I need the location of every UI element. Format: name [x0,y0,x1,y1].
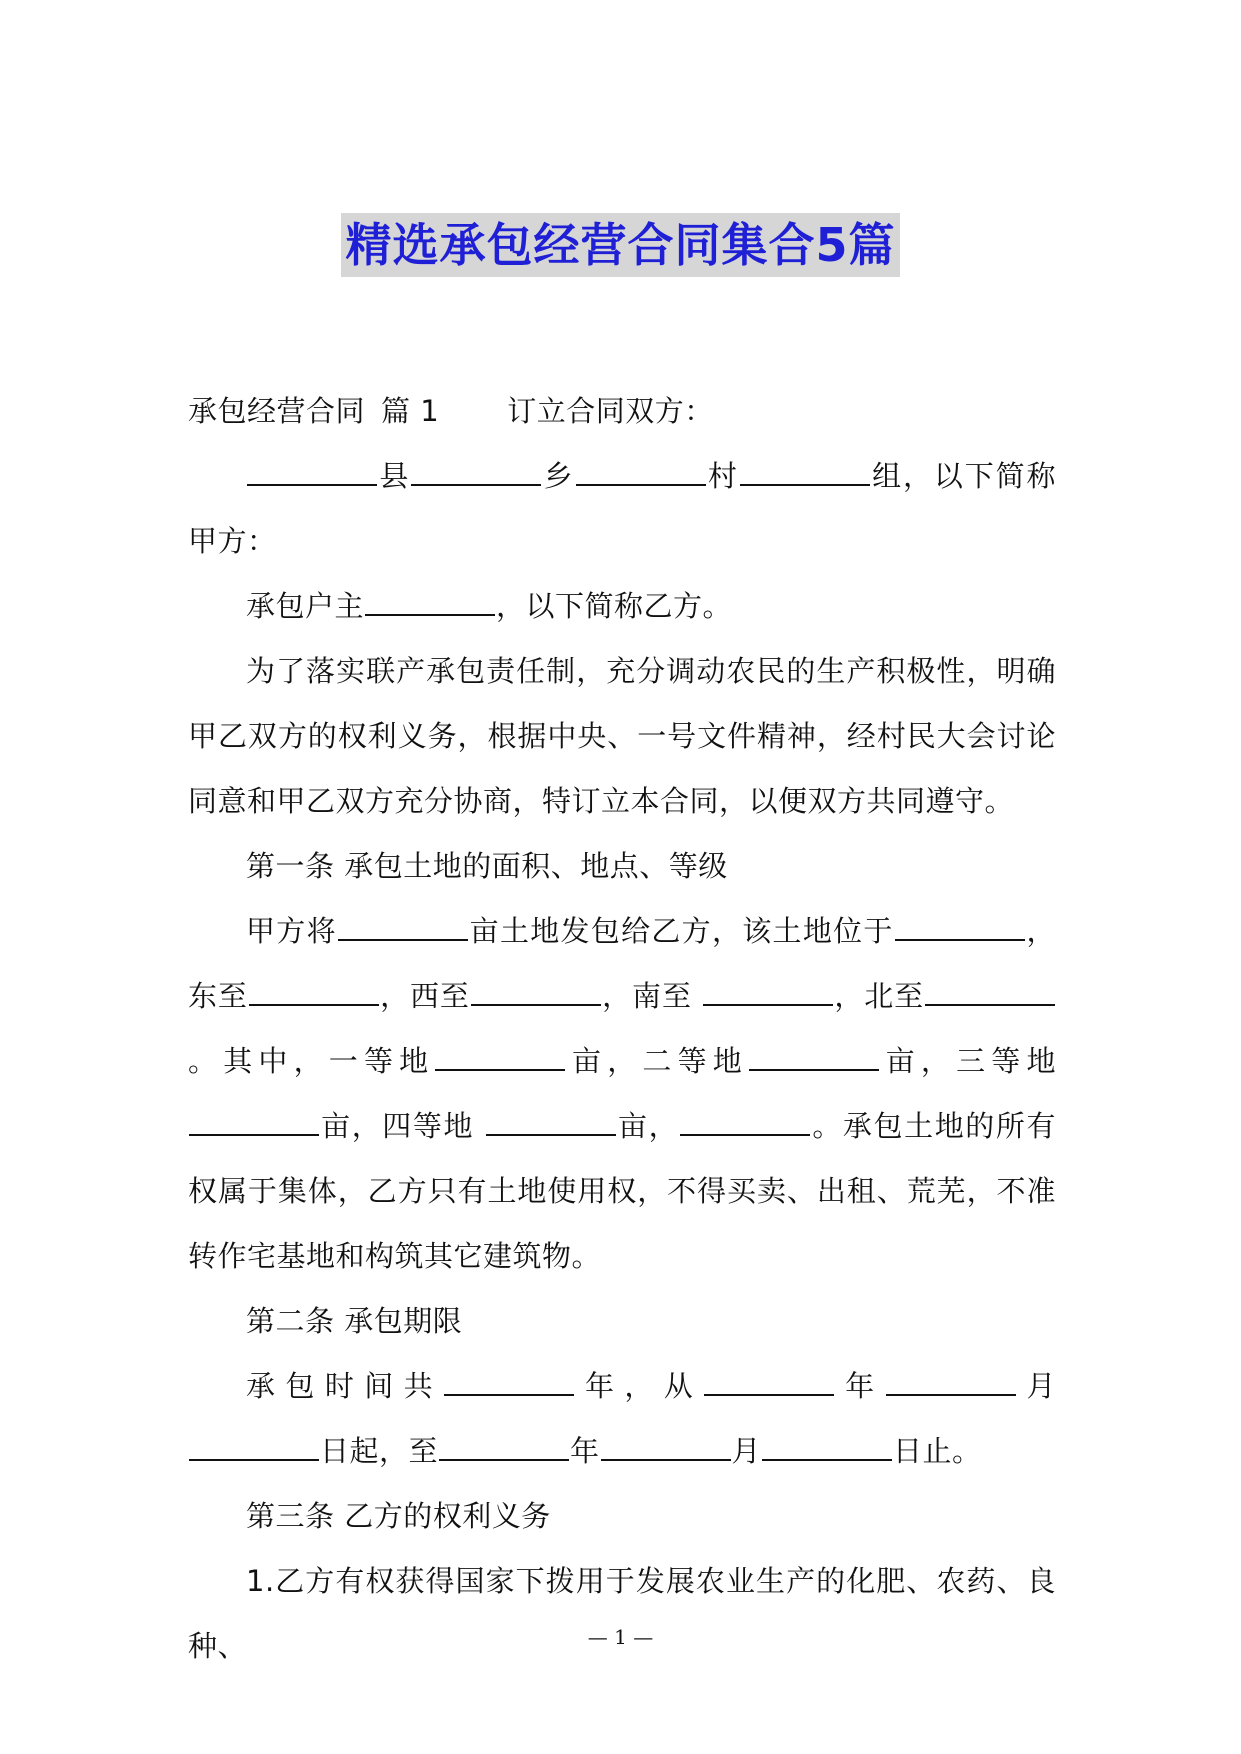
text-segment: 承包户主 [246,589,365,623]
document-title: 精选承包经营合同集合5篇 [341,213,899,277]
text-segment: ，西至 [379,979,470,1013]
text-segment: 甲方将 [246,914,337,948]
blank-field [749,1045,879,1071]
text-segment: ，南至 [601,979,692,1013]
text-segment: 承包时间共 [246,1369,444,1403]
blank-field [703,980,833,1006]
blank-field [886,1370,1016,1396]
article-2-title: 第二条 承包期限 [246,1304,463,1338]
text-segment: 日止。 [893,1434,982,1468]
text-segment: ，以下简称乙方。 [496,589,733,623]
blank-field [444,1370,574,1396]
blank-field [247,460,377,486]
blank-field [762,1435,892,1461]
party-a-paragraph [188,444,1056,574]
text-segment: 亩土地发包给乙方，该土地位于 [468,914,894,948]
text-segment: 亩，二等地 [566,1044,748,1078]
blank-field [189,1435,319,1461]
contract-heading-line [188,379,1056,444]
blank-field [249,980,379,1006]
article-2-paragraph [188,1354,1056,1484]
blank-field [439,1435,569,1461]
article-1-title: 第一条 承包土地的面积、地点、等级 [246,849,728,883]
contract-number: 篇 1 [381,394,440,428]
text-segment: 组，以下简称甲方： [188,459,1056,558]
purpose-paragraph: 为了落实联产承包责任制，充分调动农民的生产积极性，明确甲乙双方的权利义务，根据中央、一号文件精神，经村民大会讨论同意和甲乙双方充分协商，特订立本合同，以便双方共同遵守。 [188,654,1056,818]
blank-field [365,590,495,616]
text-segment: 月 [731,1434,762,1468]
blank-field [925,980,1055,1006]
text-segment: 日起，至 [320,1434,439,1468]
blank-field [411,460,541,486]
text-segment: 亩， [616,1109,680,1143]
party-b-paragraph [188,574,1056,639]
blank-field [601,1435,731,1461]
document-body [188,379,1056,1679]
text-segment: 月 [1016,1369,1056,1403]
parties-label: 订立合同双方： [507,394,714,428]
text-segment: ，东至 [188,914,1056,1013]
blank-field [471,980,601,1006]
blank-field [338,915,468,941]
blank-field [189,1110,319,1136]
text-segment: 亩，三等地 [880,1044,1056,1078]
page-number: — 1 — [587,1625,654,1649]
article-3-item-1: 1.乙方有权获得国家下拨用于发展农业生产的化肥、农药、良种、 [188,1564,1056,1663]
article-3-title: 第三条 乙方的权利义务 [246,1499,551,1533]
text-segment: 县 [378,459,411,493]
title-wrap [0,213,1241,277]
article-1-paragraph [188,899,1056,1289]
blank-field [680,1110,810,1136]
contract-name: 承包经营合同 [188,394,366,428]
blank-field [486,1110,616,1136]
blank-field [704,1370,834,1396]
text-segment: 年 [835,1369,885,1403]
text-segment: 亩，四等地 [320,1109,475,1143]
text-segment: 。其中，一等地 [188,1044,435,1078]
text-segment: 乡 [542,459,575,493]
text-segment: 年，从 [575,1369,704,1403]
text-segment: ，北至 [833,979,924,1013]
text-segment: 村 [706,459,739,493]
blank-field [740,460,870,486]
text-segment: 年 [570,1434,600,1468]
blank-field [576,460,706,486]
text-segment: 。承包土地的所有权属于集体，乙方只有土地使用权，不得买卖、出租、荒芜，不准转作宅基地和构筑其它建筑物。 [188,1109,1056,1273]
blank-field [435,1045,565,1071]
blank-field [895,915,1025,941]
